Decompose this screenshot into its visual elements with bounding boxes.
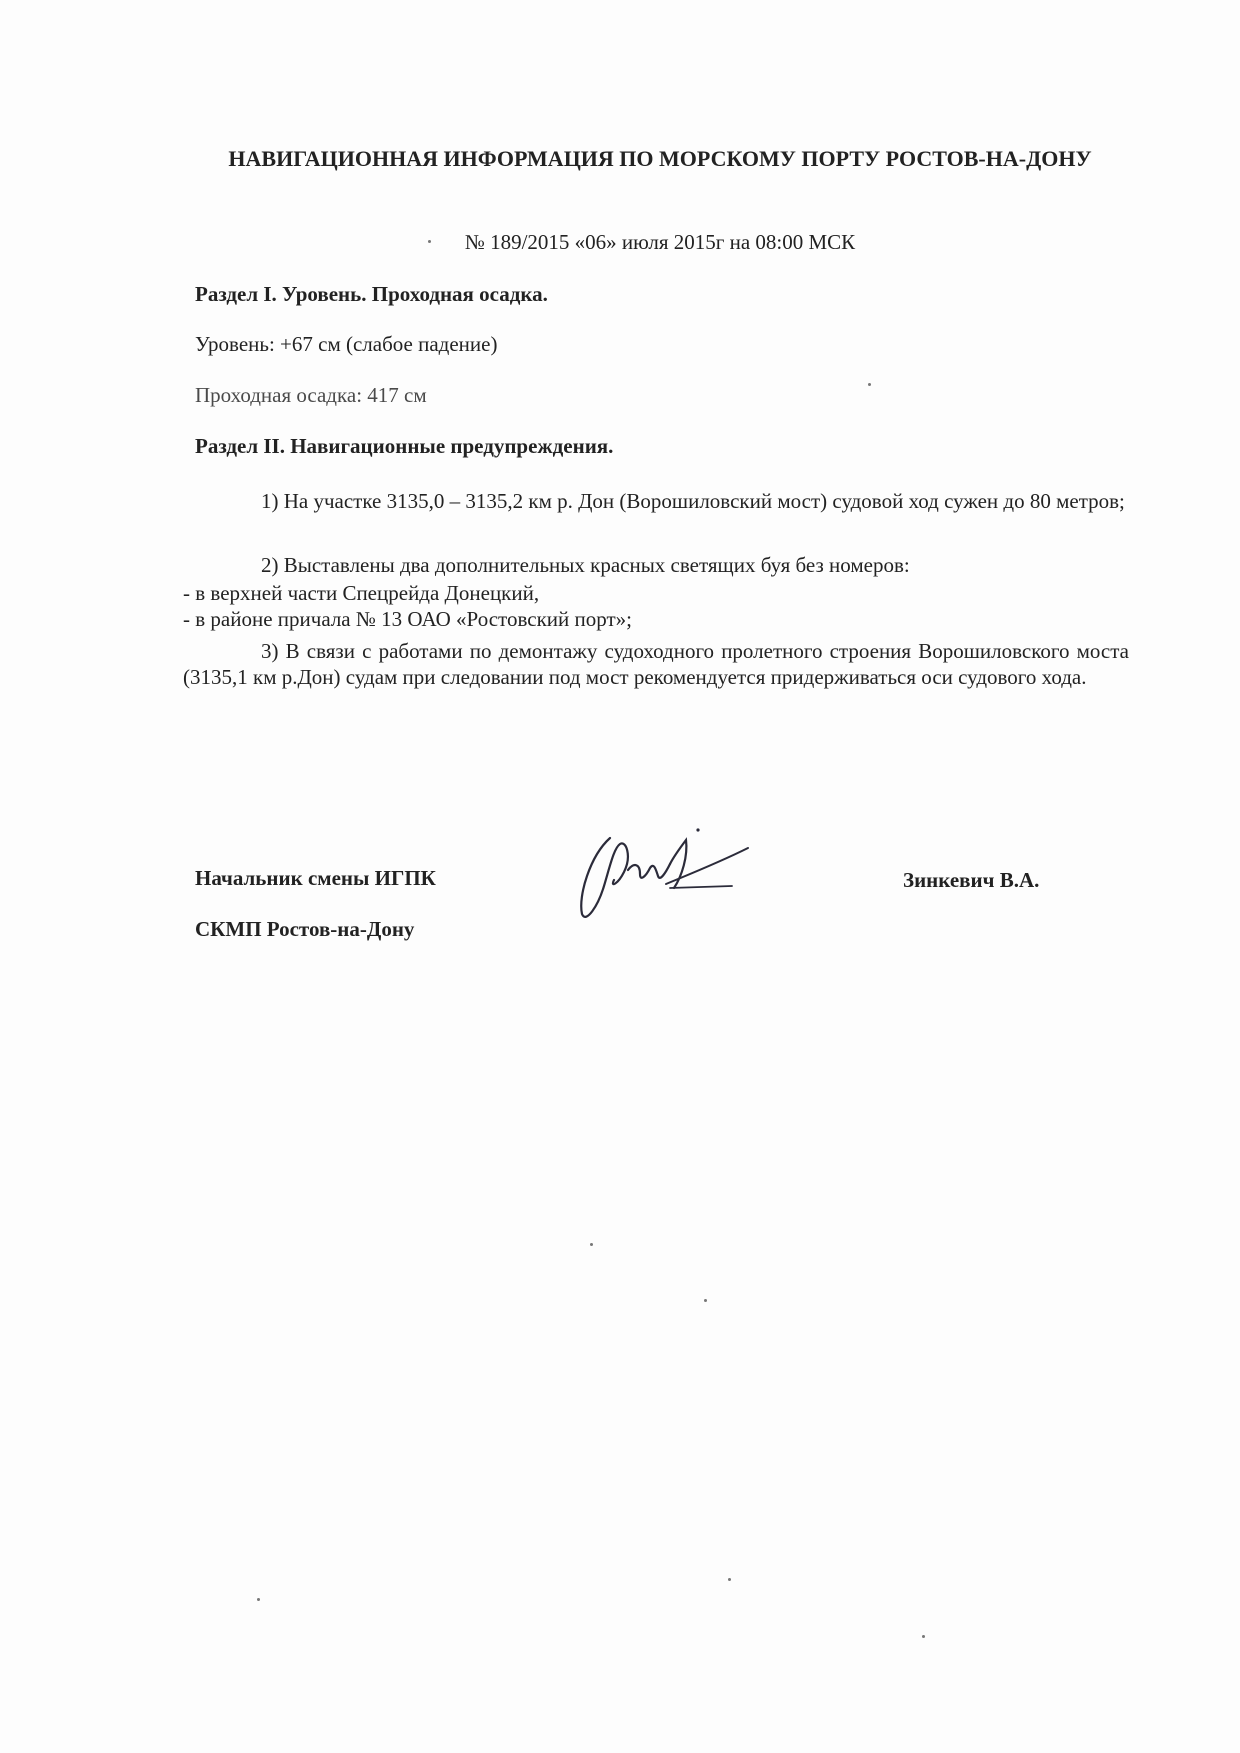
scan-speck [704, 1299, 707, 1302]
signatory-name: Зинкевич В.А. [903, 868, 1040, 892]
bullet-item-2: - в районе причала № 13 ОАО «Ростовский порт»; [183, 607, 632, 631]
warning-item-3-text: 3) В связи с работами по демонтажу судоходного пролетного строения Ворошиловского моста (3135,1 км р.Дон) судам при следовании под мост рекомендуется придерживаться оси судового хода. [183, 639, 1129, 689]
section-2-heading: Раздел II. Навигационные предупреждения. [195, 434, 614, 458]
warning-item-1-text: 1) На участке 3135,0 – 3135,2 км р. Дон (Ворошиловский мост) судовой ход сужен до 80 метров; [261, 489, 1125, 513]
signatory-position: Начальник смены ИГПК [195, 866, 436, 890]
document-title: НАВИГАЦИОННАЯ ИНФОРМАЦИЯ ПО МОРСКОМУ ПОРТУ РОСТОВ-НА-ДОНУ [228, 146, 1092, 171]
scan-speck [257, 1598, 260, 1601]
scan-speck [922, 1635, 925, 1638]
scan-speck [868, 383, 871, 386]
warning-item-1 [183, 488, 1129, 514]
warning-item-2-text: 2) Выставлены два дополнительных красных светящих буя без номеров: [261, 553, 910, 577]
signatory-organization: СКМП Ростов-на-Дону [195, 917, 415, 941]
warning-item-2 [183, 552, 1129, 578]
scan-speck [590, 1243, 593, 1246]
level-line: Уровень: +67 см (слабое падение) [195, 332, 498, 356]
warning-item-3 [183, 638, 1129, 690]
section-1-heading: Раздел I. Уровень. Проходная осадка. [195, 282, 548, 306]
bullet-item-1: - в верхней части Спецрейда Донецкий, [183, 581, 540, 605]
scan-speck [728, 1578, 731, 1581]
scan-speck [428, 240, 431, 243]
document-number: № 189/2015 «06» июля 2015г на 08:00 МСК [464, 230, 856, 254]
show-through-text [640, 604, 645, 629]
draft-line: Проходная осадка: 417 см [195, 383, 427, 407]
handwritten-signature [570, 826, 760, 926]
